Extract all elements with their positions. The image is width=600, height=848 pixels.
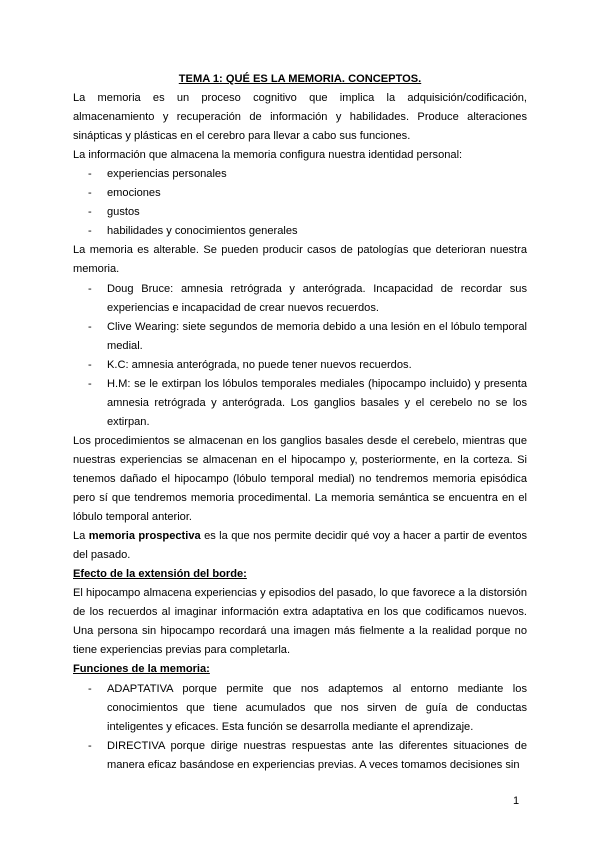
cases-list: [73, 280, 527, 432]
list-item: - emociones: [73, 184, 527, 203]
paragraph-identity: La información que almacena la memoria configura nuestra identidad personal:: [73, 149, 463, 162]
list-item: - Clive Wearing: siete segundos de memoria debido a una lesión en el lóbulo temporal medial.: [73, 318, 527, 356]
paragraph-definition: La memoria es un proceso cognitivo que implica la adquisición/codificación, almacenamiento y recuperación de información y habilidades. Produce alteraciones sinápticas y plásticas en el cerebro para llevar a cabo sus funciones.: [73, 92, 527, 143]
paragraph-storage: Los procedimientos se almacenan en los ganglios basales desde el cerebelo, mientras que nuestras experiencias se almacenan en el hipocampo y, posteriormente, en la corteza. Si tenemos dañado el hipocampo (lóbulo temporal medial) no tendremos memoria episódica pero sí que tendremos memoria procedimental. La memoria semántica se encuentra en el lóbulo temporal anterior.: [73, 434, 527, 524]
paragraph-alterable: La memoria es alterable. Se pueden producir casos de patologías que deterioran nuestra memoria.: [73, 244, 527, 276]
list-item: - ADAPTATIVA porque permite que nos adaptemos al entorno mediante los conocimientos que tiene acumulados que nos sirven de guía de conductas inteligentes y eficaces. Esta función se desarrolla mediante el aprendizaje.: [73, 680, 527, 737]
bold-term: memoria prospectiva: [88, 530, 201, 543]
identity-list: [73, 165, 527, 241]
list-item: - experiencias personales: [73, 165, 527, 184]
page-title: TEMA 1: QUÉ ES LA MEMORIA. CONCEPTOS.: [178, 73, 422, 85]
text-rest: es la que nos permite decidir qué voy a hacer a partir de eventos del pasado.: [73, 530, 528, 562]
section-heading-border-effect: Efecto de la extensión del borde:: [73, 568, 247, 581]
paragraph-hippocampus: El hipocampo almacena experiencias y episodios del pasado, lo que favorece a la distorsión de los recuerdos al imaginar información extra adaptativa en los que codificamos nuevos. Una persona sin hipocampo recordará una imagen más fielmente a la realidad porque no tiene experiencias previas para completarla.: [73, 587, 527, 657]
functions-list: [73, 680, 527, 775]
page-content: [73, 70, 527, 775]
section-heading-functions: Funciones de la memoria:: [73, 663, 210, 676]
page-number: 1: [513, 795, 520, 807]
text-prefix: La: [73, 530, 89, 543]
list-item: - K.C: amnesia anterógrada, no puede tener nuevos recuerdos.: [73, 356, 527, 375]
list-item: - habilidades y conocimientos generales: [73, 222, 527, 241]
list-item: - Doug Bruce: amnesia retrógrada y anterógrada. Incapacidad de recordar sus experiencias e incapacidad de crear nuevos recuerdos.: [73, 280, 527, 318]
paragraph-prospective: [73, 527, 527, 565]
list-item: - gustos: [73, 203, 527, 222]
list-item: - DIRECTIVA porque dirige nuestras respuestas ante las diferentes situaciones de manera eficaz basándose en experiencias previas. A veces tomamos decisiones sin: [73, 737, 527, 775]
list-item: - H.M: se le extirpan los lóbulos temporales mediales (hipocampo incluido) y presenta amnesia retrógrada y anterógrada. Los ganglios basales y el cerebelo no se los extirpan.: [73, 375, 527, 432]
